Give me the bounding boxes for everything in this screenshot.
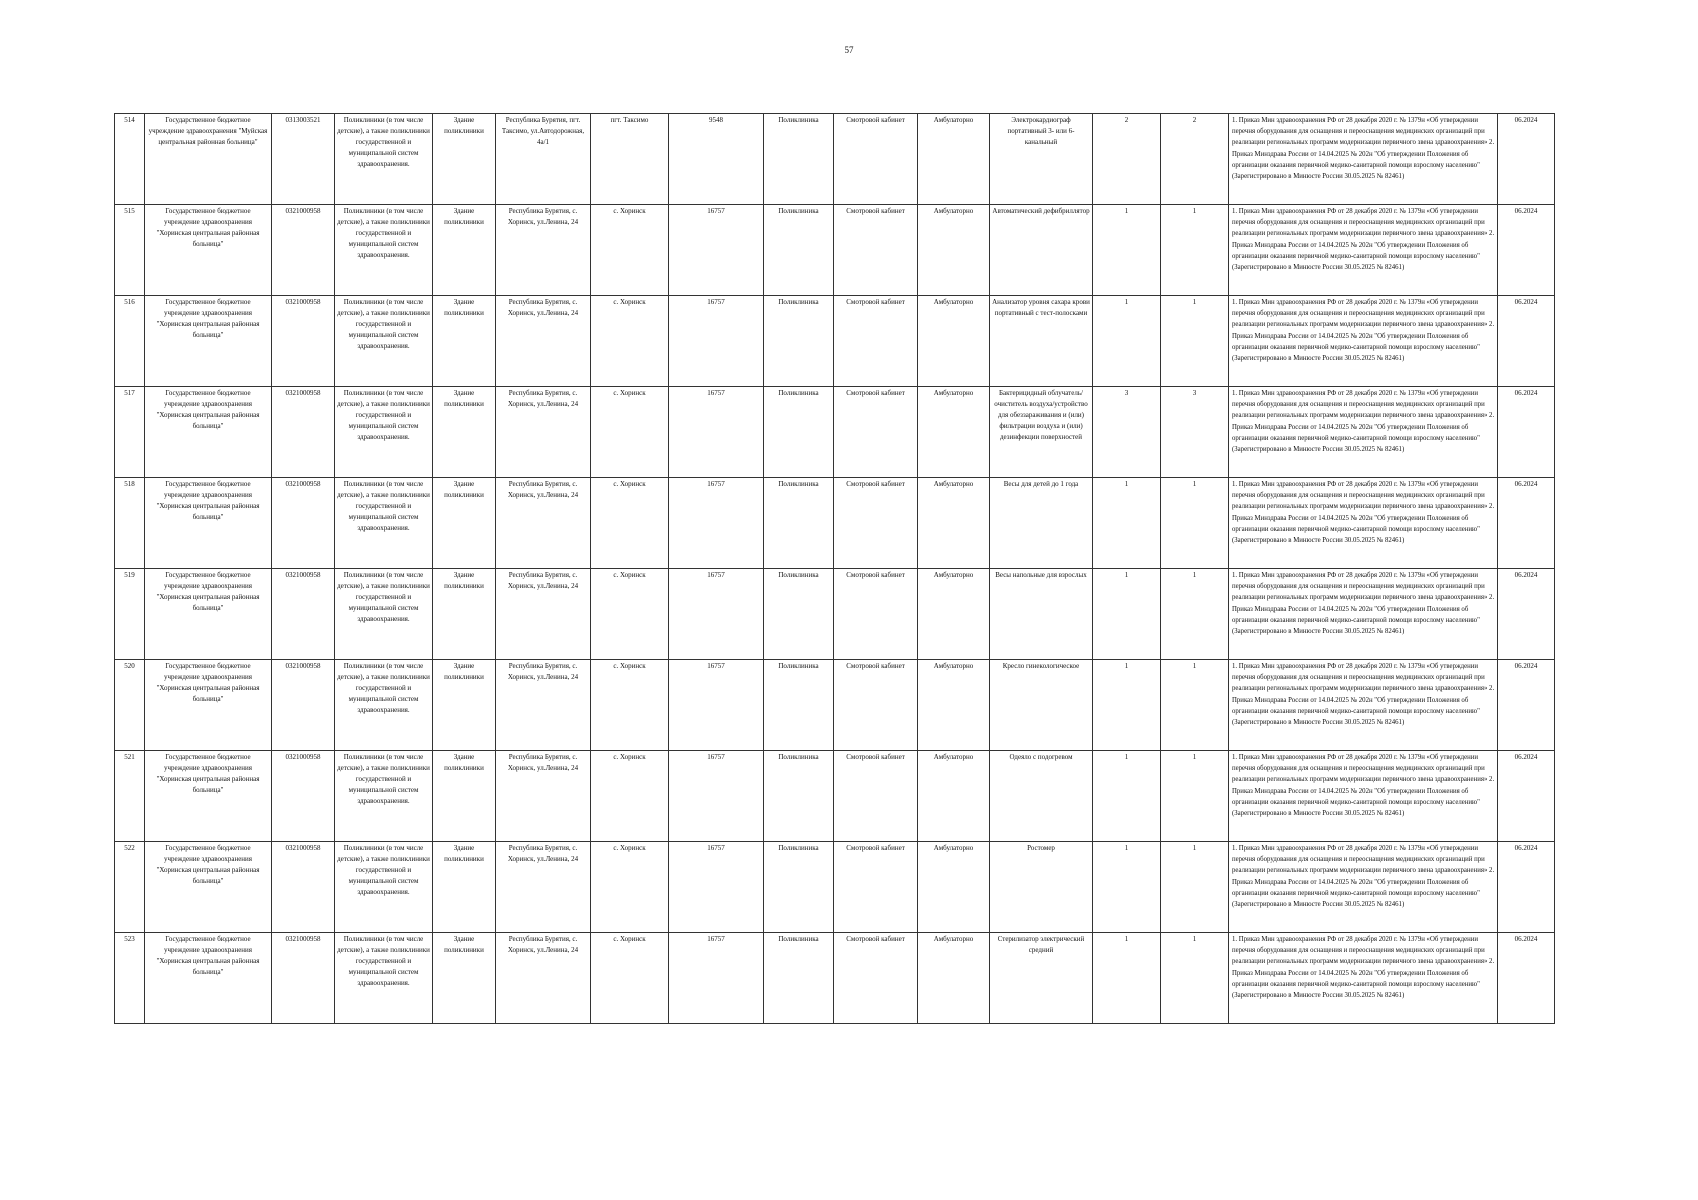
unit-cell: Поликлиника	[764, 478, 834, 569]
organization-cell: Государственное бюджетное учреждение здравоохранения "Хоринская центральная районная больница"	[145, 933, 272, 1024]
equipment-cell: Бактерицидный облучатель/очиститель воздуха/устройство для обеззараживания и (или) фильтрации воздуха и (или) дезинфекции поверхностей	[990, 387, 1093, 478]
settlement-cell: с. Хоринск	[591, 205, 669, 296]
quantity-planned-cell: 1	[1161, 933, 1229, 1024]
room-cell: Смотровой кабинет	[834, 569, 918, 660]
building-cell: Здание поликлиники	[433, 569, 496, 660]
room-cell: Смотровой кабинет	[834, 842, 918, 933]
inn-cell: 0313003521	[272, 114, 335, 205]
organization-cell: Государственное бюджетное учреждение здравоохранения "Хоринская центральная районная больница"	[145, 569, 272, 660]
room-cell: Смотровой кабинет	[834, 660, 918, 751]
inn-cell: 0321000958	[272, 296, 335, 387]
population-cell: 16757	[669, 387, 764, 478]
building-cell: Здание поликлиники	[433, 842, 496, 933]
quantity-planned-cell: 1	[1161, 751, 1229, 842]
building-cell: Здание поликлиники	[433, 478, 496, 569]
equipment-cell: Одеяло с подогревом	[990, 751, 1093, 842]
table-row	[115, 660, 1555, 751]
address-cell: Республика Бурятия, с. Хоринск, ул.Ленина, 24	[496, 387, 591, 478]
facility-type-cell: Поликлиники (в том числе детские), а также поликлиники государственной и муниципальной систем здравоохранения.	[335, 387, 433, 478]
date-cell: 06.2024	[1498, 114, 1555, 205]
quantity-planned-cell: 2	[1161, 114, 1229, 205]
row-number-cell: 518	[115, 478, 145, 569]
row-number-cell: 516	[115, 296, 145, 387]
population-cell: 16757	[669, 296, 764, 387]
quantity-planned-cell: 1	[1161, 660, 1229, 751]
legal-basis-cell: 1. Приказ Мин здравоохранения РФ от 28 декабря 2020 г. № 1379н «Об утверждении перечня оборудования для оснащения и переоснащения медицинских организаций при реализации региональных программ модернизации первичного звена здравоохранения» 2. Приказ Минздрава России от 14.04.2025 № 202н "Об утверждении Положения об организации оказания первичной медико-санитарной помощи взрослому населению" (Зарегистрировано в Минюсте России 30.05.2025 № 82461)	[1229, 478, 1498, 569]
facility-type-cell: Поликлиники (в том числе детские), а также поликлиники государственной и муниципальной систем здравоохранения.	[335, 205, 433, 296]
row-number-cell: 514	[115, 114, 145, 205]
quantity-required-cell: 1	[1093, 842, 1161, 933]
inn-cell: 0321000958	[272, 569, 335, 660]
quantity-planned-cell: 1	[1161, 569, 1229, 660]
table-row	[115, 842, 1555, 933]
legal-basis-cell: 1. Приказ Мин здравоохранения РФ от 28 декабря 2020 г. № 1379н «Об утверждении перечня оборудования для оснащения и переоснащения медицинских организаций при реализации региональных программ модернизации первичного звена здравоохранения» 2. Приказ Минздрава России от 14.04.2025 № 202н "Об утверждении Положения об организации оказания первичной медико-санитарной помощи взрослому населению" (Зарегистрировано в Минюсте России 30.05.2025 № 82461)	[1229, 569, 1498, 660]
care-form-cell: Амбулаторно	[918, 751, 990, 842]
unit-cell: Поликлиника	[764, 933, 834, 1024]
care-form-cell: Амбулаторно	[918, 569, 990, 660]
room-cell: Смотровой кабинет	[834, 387, 918, 478]
address-cell: Республика Бурятия, с. Хоринск, ул.Ленина, 24	[496, 933, 591, 1024]
equipment-cell: Весы для детей до 1 года	[990, 478, 1093, 569]
quantity-required-cell: 3	[1093, 387, 1161, 478]
row-number-cell: 520	[115, 660, 145, 751]
population-cell: 16757	[669, 933, 764, 1024]
unit-cell: Поликлиника	[764, 842, 834, 933]
settlement-cell: с. Хоринск	[591, 569, 669, 660]
date-cell: 06.2024	[1498, 205, 1555, 296]
equipment-cell: Автоматический дефибриллятор	[990, 205, 1093, 296]
unit-cell: Поликлиника	[764, 296, 834, 387]
facility-type-cell: Поликлиники (в том числе детские), а также поликлиники государственной и муниципальной систем здравоохранения.	[335, 114, 433, 205]
building-cell: Здание поликлиники	[433, 387, 496, 478]
unit-cell: Поликлиника	[764, 114, 834, 205]
legal-basis-cell: 1. Приказ Мин здравоохранения РФ от 28 декабря 2020 г. № 1379н «Об утверждении перечня оборудования для оснащения и переоснащения медицинских организаций при реализации региональных программ модернизации первичного звена здравоохранения» 2. Приказ Минздрава России от 14.04.2025 № 202н "Об утверждении Положения об организации оказания первичной медико-санитарной помощи взрослому населению" (Зарегистрировано в Минюсте России 30.05.2025 № 82461)	[1229, 205, 1498, 296]
unit-cell: Поликлиника	[764, 387, 834, 478]
row-number-cell: 521	[115, 751, 145, 842]
room-cell: Смотровой кабинет	[834, 478, 918, 569]
building-cell: Здание поликлиники	[433, 296, 496, 387]
organization-cell: Государственное бюджетное учреждение здравоохранения "Хоринская центральная районная больница"	[145, 296, 272, 387]
organization-cell: Государственное бюджетное учреждение здравоохранения "Хоринская центральная районная больница"	[145, 842, 272, 933]
date-cell: 06.2024	[1498, 933, 1555, 1024]
row-number-cell: 515	[115, 205, 145, 296]
facility-type-cell: Поликлиники (в том числе детские), а также поликлиники государственной и муниципальной систем здравоохранения.	[335, 296, 433, 387]
equipment-table	[114, 113, 1555, 1024]
table-row	[115, 933, 1555, 1024]
inn-cell: 0321000958	[272, 205, 335, 296]
date-cell: 06.2024	[1498, 842, 1555, 933]
care-form-cell: Амбулаторно	[918, 660, 990, 751]
row-number-cell: 519	[115, 569, 145, 660]
inn-cell: 0321000958	[272, 660, 335, 751]
quantity-required-cell: 2	[1093, 114, 1161, 205]
quantity-planned-cell: 1	[1161, 205, 1229, 296]
settlement-cell: с. Хоринск	[591, 478, 669, 569]
settlement-cell: с. Хоринск	[591, 660, 669, 751]
facility-type-cell: Поликлиники (в том числе детские), а также поликлиники государственной и муниципальной систем здравоохранения.	[335, 933, 433, 1024]
inn-cell: 0321000958	[272, 751, 335, 842]
row-number-cell: 522	[115, 842, 145, 933]
room-cell: Смотровой кабинет	[834, 296, 918, 387]
date-cell: 06.2024	[1498, 478, 1555, 569]
unit-cell: Поликлиника	[764, 205, 834, 296]
organization-cell: Государственное бюджетное учреждение здравоохранения "Хоринская центральная районная больница"	[145, 751, 272, 842]
facility-type-cell: Поликлиники (в том числе детские), а также поликлиники государственной и муниципальной систем здравоохранения.	[335, 660, 433, 751]
inn-cell: 0321000958	[272, 933, 335, 1024]
quantity-required-cell: 1	[1093, 751, 1161, 842]
quantity-planned-cell: 1	[1161, 842, 1229, 933]
organization-cell: Государственное бюджетное учреждение здравоохранения "Хоринская центральная районная больница"	[145, 387, 272, 478]
address-cell: Республика Бурятия, с. Хоринск, ул.Ленина, 24	[496, 660, 591, 751]
building-cell: Здание поликлиники	[433, 660, 496, 751]
settlement-cell: с. Хоринск	[591, 387, 669, 478]
table-row	[115, 751, 1555, 842]
address-cell: Республика Бурятия, с. Хоринск, ул.Ленина, 24	[496, 751, 591, 842]
inn-cell: 0321000958	[272, 842, 335, 933]
date-cell: 06.2024	[1498, 751, 1555, 842]
population-cell: 16757	[669, 751, 764, 842]
equipment-cell: Ростомер	[990, 842, 1093, 933]
care-form-cell: Амбулаторно	[918, 478, 990, 569]
settlement-cell: пгт. Таксимо	[591, 114, 669, 205]
table-row	[115, 114, 1555, 205]
legal-basis-cell: 1. Приказ Мин здравоохранения РФ от 28 декабря 2020 г. № 1379н «Об утверждении перечня оборудования для оснащения и переоснащения медицинских организаций при реализации региональных программ модернизации первичного звена здравоохранения» 2. Приказ Минздрава России от 14.04.2025 № 202н "Об утверждении Положения об организации оказания первичной медико-санитарной помощи взрослому населению" (Зарегистрировано в Минюсте России 30.05.2025 № 82461)	[1229, 751, 1498, 842]
room-cell: Смотровой кабинет	[834, 933, 918, 1024]
quantity-required-cell: 1	[1093, 296, 1161, 387]
date-cell: 06.2024	[1498, 296, 1555, 387]
facility-type-cell: Поликлиники (в том числе детские), а также поликлиники государственной и муниципальной систем здравоохранения.	[335, 478, 433, 569]
row-number-cell: 517	[115, 387, 145, 478]
population-cell: 16757	[669, 478, 764, 569]
quantity-planned-cell: 1	[1161, 296, 1229, 387]
facility-type-cell: Поликлиники (в том числе детские), а также поликлиники государственной и муниципальной систем здравоохранения.	[335, 842, 433, 933]
quantity-planned-cell: 1	[1161, 478, 1229, 569]
settlement-cell: с. Хоринск	[591, 296, 669, 387]
date-cell: 06.2024	[1498, 660, 1555, 751]
population-cell: 16757	[669, 205, 764, 296]
settlement-cell: с. Хоринск	[591, 933, 669, 1024]
organization-cell: Государственное бюджетное учреждение здравоохранения "Хоринская центральная районная больница"	[145, 205, 272, 296]
address-cell: Республика Бурятия, с. Хоринск, ул.Ленина, 24	[496, 842, 591, 933]
facility-type-cell: Поликлиники (в том числе детские), а также поликлиники государственной и муниципальной систем здравоохранения.	[335, 569, 433, 660]
room-cell: Смотровой кабинет	[834, 751, 918, 842]
inn-cell: 0321000958	[272, 478, 335, 569]
table-row	[115, 387, 1555, 478]
legal-basis-cell: 1. Приказ Мин здравоохранения РФ от 28 декабря 2020 г. № 1379н «Об утверждении перечня оборудования для оснащения и переоснащения медицинских организаций при реализации региональных программ модернизации первичного звена здравоохранения» 2. Приказ Минздрава России от 14.04.2025 № 202н "Об утверждении Положения об организации оказания первичной медико-санитарной помощи взрослому населению" (Зарегистрировано в Минюсте России 30.05.2025 № 82461)	[1229, 296, 1498, 387]
equipment-cell: Анализатор уровня сахара крови портативный с тест-полосками	[990, 296, 1093, 387]
equipment-cell: Электрокардиограф портативный 3- или 6-канальный	[990, 114, 1093, 205]
table-row	[115, 478, 1555, 569]
quantity-required-cell: 1	[1093, 205, 1161, 296]
address-cell: Республика Бурятия, с. Хоринск, ул.Ленина, 24	[496, 569, 591, 660]
quantity-required-cell: 1	[1093, 933, 1161, 1024]
building-cell: Здание поликлиники	[433, 933, 496, 1024]
care-form-cell: Амбулаторно	[918, 933, 990, 1024]
care-form-cell: Амбулаторно	[918, 387, 990, 478]
facility-type-cell: Поликлиники (в том числе детские), а также поликлиники государственной и муниципальной систем здравоохранения.	[335, 751, 433, 842]
table-row	[115, 296, 1555, 387]
room-cell: Смотровой кабинет	[834, 114, 918, 205]
unit-cell: Поликлиника	[764, 660, 834, 751]
care-form-cell: Амбулаторно	[918, 296, 990, 387]
table-row	[115, 205, 1555, 296]
quantity-required-cell: 1	[1093, 478, 1161, 569]
equipment-cell: Весы напольные для взрослых	[990, 569, 1093, 660]
row-number-cell: 523	[115, 933, 145, 1024]
care-form-cell: Амбулаторно	[918, 205, 990, 296]
table-row	[115, 569, 1555, 660]
organization-cell: Государственное бюджетное учреждение здравоохранения "Хоринская центральная районная больница"	[145, 478, 272, 569]
organization-cell: Государственное бюджетное учреждение здравоохранения "Хоринская центральная районная больница"	[145, 660, 272, 751]
room-cell: Смотровой кабинет	[834, 205, 918, 296]
care-form-cell: Амбулаторно	[918, 114, 990, 205]
quantity-planned-cell: 3	[1161, 387, 1229, 478]
building-cell: Здание поликлиники	[433, 751, 496, 842]
population-cell: 16757	[669, 569, 764, 660]
unit-cell: Поликлиника	[764, 751, 834, 842]
equipment-cell: Стерилизатор электрический средний	[990, 933, 1093, 1024]
address-cell: Республика Бурятия, с. Хоринск, ул.Ленина, 24	[496, 478, 591, 569]
address-cell: Республика Бурятия, с. Хоринск, ул.Ленина, 24	[496, 205, 591, 296]
population-cell: 16757	[669, 842, 764, 933]
legal-basis-cell: 1. Приказ Мин здравоохранения РФ от 28 декабря 2020 г. № 1379н «Об утверждении перечня оборудования для оснащения и переоснащения медицинских организаций при реализации региональных программ модернизации первичного звена здравоохранения» 2. Приказ Минздрава России от 14.04.2025 № 202н "Об утверждении Положения об организации оказания первичной медико-санитарной помощи взрослому населению" (Зарегистрировано в Минюсте России 30.05.2025 № 82461)	[1229, 842, 1498, 933]
page-number: 57	[844, 45, 854, 55]
inn-cell: 0321000958	[272, 387, 335, 478]
unit-cell: Поликлиника	[764, 569, 834, 660]
building-cell: Здание поликлиники	[433, 114, 496, 205]
settlement-cell: с. Хоринск	[591, 751, 669, 842]
date-cell: 06.2024	[1498, 569, 1555, 660]
address-cell: Республика Бурятия, пгт. Таксимо, ул.Автодорожная, 4а/1	[496, 114, 591, 205]
address-cell: Республика Бурятия, с. Хоринск, ул.Ленина, 24	[496, 296, 591, 387]
care-form-cell: Амбулаторно	[918, 842, 990, 933]
legal-basis-cell: 1. Приказ Мин здравоохранения РФ от 28 декабря 2020 г. № 1379н «Об утверждении перечня оборудования для оснащения и переоснащения медицинских организаций при реализации региональных программ модернизации первичного звена здравоохранения» 2. Приказ Минздрава России от 14.04.2025 № 202н "Об утверждении Положения об организации оказания первичной медико-санитарной помощи взрослому населению" (Зарегистрировано в Минюсте России 30.05.2025 № 82461)	[1229, 114, 1498, 205]
legal-basis-cell: 1. Приказ Мин здравоохранения РФ от 28 декабря 2020 г. № 1379н «Об утверждении перечня оборудования для оснащения и переоснащения медицинских организаций при реализации региональных программ модернизации первичного звена здравоохранения» 2. Приказ Минздрава России от 14.04.2025 № 202н "Об утверждении Положения об организации оказания первичной медико-санитарной помощи взрослому населению" (Зарегистрировано в Минюсте России 30.05.2025 № 82461)	[1229, 933, 1498, 1024]
quantity-required-cell: 1	[1093, 569, 1161, 660]
settlement-cell: с. Хоринск	[591, 842, 669, 933]
table-body	[115, 114, 1555, 1024]
building-cell: Здание поликлиники	[433, 205, 496, 296]
organization-cell: Государственное бюджетное учреждение здравоохранения "Муйская центральная районная больница"	[145, 114, 272, 205]
population-cell: 16757	[669, 660, 764, 751]
legal-basis-cell: 1. Приказ Мин здравоохранения РФ от 28 декабря 2020 г. № 1379н «Об утверждении перечня оборудования для оснащения и переоснащения медицинских организаций при реализации региональных программ модернизации первичного звена здравоохранения» 2. Приказ Минздрава России от 14.04.2025 № 202н "Об утверждении Положения об организации оказания первичной медико-санитарной помощи взрослому населению" (Зарегистрировано в Минюсте России 30.05.2025 № 82461)	[1229, 660, 1498, 751]
quantity-required-cell: 1	[1093, 660, 1161, 751]
legal-basis-cell: 1. Приказ Мин здравоохранения РФ от 28 декабря 2020 г. № 1379н «Об утверждении перечня оборудования для оснащения и переоснащения медицинских организаций при реализации региональных программ модернизации первичного звена здравоохранения» 2. Приказ Минздрава России от 14.04.2025 № 202н "Об утверждении Положения об организации оказания первичной медико-санитарной помощи взрослому населению" (Зарегистрировано в Минюсте России 30.05.2025 № 82461)	[1229, 387, 1498, 478]
population-cell: 9548	[669, 114, 764, 205]
date-cell: 06.2024	[1498, 387, 1555, 478]
equipment-cell: Кресло гинекологическое	[990, 660, 1093, 751]
